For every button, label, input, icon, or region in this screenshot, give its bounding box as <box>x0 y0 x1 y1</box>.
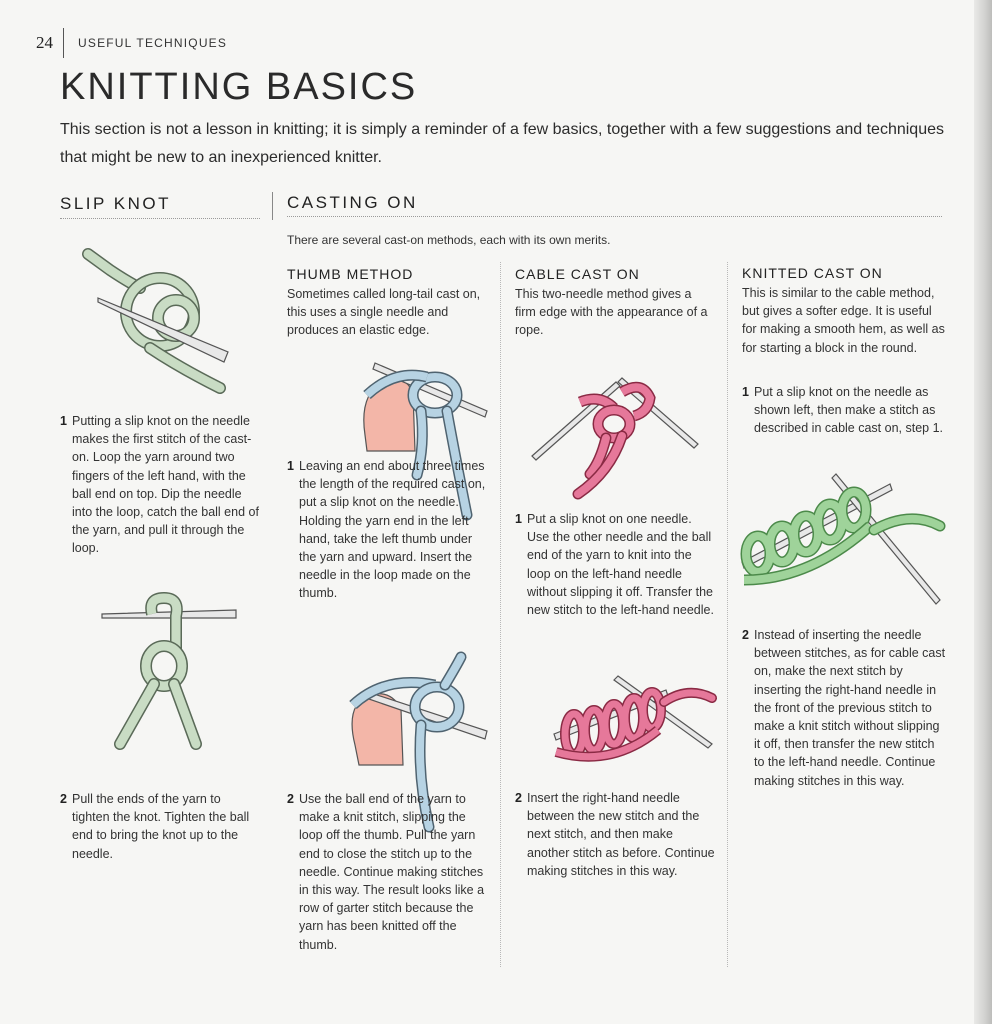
column-divider <box>500 262 501 967</box>
step-number: 1 <box>287 459 294 473</box>
thumb-method-description: Sometimes called long-tail cast on, this uses a single needle and produces an elastic edge. <box>287 287 481 338</box>
knitted-cast-on-step-1 <box>742 383 947 438</box>
knitted-cast-on-heading: KNITTED CAST ON <box>742 265 883 281</box>
slip-knot-heading: SLIP KNOT <box>60 194 171 213</box>
step-text: Put a slip knot on the needle as shown left, then make a stitch as described in cable cast on, step 1. <box>754 385 944 436</box>
column-divider-top <box>272 192 273 220</box>
step-text: Insert the right-hand needle between the new stitch and the next stitch, and then make another stitch as before. Continue making stitches in this way. <box>527 791 715 878</box>
slip-knot-step-2 <box>60 790 260 863</box>
casting-on-heading: CASTING ON <box>287 193 418 212</box>
slip-knot-step-1 <box>60 412 260 558</box>
intro-paragraph: This section is not a lesson in knitting; it is simply a reminder of a few basics, together with a few suggestions and techniques that might be new to an inexperienced knitter. <box>60 121 944 166</box>
casting-on-intro: There are several cast-on methods, each with its own merits. <box>287 233 611 247</box>
slip-knot-rule <box>60 218 260 219</box>
cable-cast-on-step-1 <box>515 510 715 619</box>
step-number: 2 <box>742 628 749 642</box>
header-divider <box>63 28 64 58</box>
cable-cast-on-knit-illustration <box>530 372 700 502</box>
step-text: Instead of inserting the needle between stitches, as for cable cast on, make the next stitch by inserting the right-hand needle in the front of the previous stitch to make a knit stitch without slipping it off, then transfer the new stitch to the left-hand needle. Continue making stitches in this way. <box>754 628 946 788</box>
step-text: Pull the ends of the yarn to tighten the knot. Tighten the ball end to bring the knot up to the needle. <box>72 792 250 861</box>
knitted-cast-on-description: This is similar to the cable method, but gives a softer edge. It is useful for making a smooth hem, as well as for starting a block in the round. <box>742 286 945 355</box>
cable-cast-on-step-2 <box>515 789 715 880</box>
step-number: 2 <box>287 792 294 806</box>
step-number: 1 <box>742 385 749 399</box>
slip-knot-loop-illustration <box>80 248 250 398</box>
knitted-cast-on-step-2 <box>742 626 947 790</box>
thumb-method-step-2 <box>287 790 487 954</box>
step-number: 2 <box>515 791 522 805</box>
step-number: 2 <box>60 792 67 806</box>
slip-knot-tightened-illustration <box>100 594 245 759</box>
casting-on-rule <box>287 216 942 217</box>
column-divider <box>727 262 728 967</box>
step-number: 1 <box>60 414 67 428</box>
step-text: Put a slip knot on one needle. Use the other needle and the ball end of the yarn to knit into the loop on the left-hand needle without slipping it off. Transfer the new stitch to the left-hand needle. <box>527 512 714 618</box>
page-edge-shadow <box>974 0 992 1024</box>
cable-cast-on-row-illustration <box>552 672 717 777</box>
step-number: 1 <box>515 512 522 526</box>
knitted-cast-on-row-illustration <box>740 470 945 610</box>
step-text: Leaving an end about three times the length of the required cast on, put a slip knot on the needle. Holding the yarn end in the left hand, take the left thumb under the yarn and upward. Insert the needle in the loop made on the thumb. <box>299 459 486 601</box>
section-name: USEFUL TECHNIQUES <box>78 36 228 50</box>
step-text: Putting a slip knot on the needle makes the first stitch of the cast-on. Loop the yarn around two fingers of the left hand, with the ball end on top. Dip the needle into the loop, catch the ball end of the yarn, and pull it through the loop. <box>72 414 259 556</box>
step-text: Use the ball end of the yarn to make a knit stitch, slipping the loop off the thumb. Pull the yarn end to close the stitch up to the needle. Continue making stitches in this way. The result looks like a row of garter stitch because the yarn has been knitted off the thumb. <box>299 792 485 952</box>
running-header <box>36 28 227 58</box>
cable-cast-on-description: This two-needle method gives a firm edge with the appearance of a rope. <box>515 287 708 338</box>
thumb-method-step-1 <box>287 457 487 603</box>
page-number: 24 <box>36 33 53 52</box>
cable-cast-on-heading: CABLE CAST ON <box>515 266 640 282</box>
thumb-method-heading: THUMB METHOD <box>287 266 414 282</box>
page-title: KNITTING BASICS <box>60 66 418 108</box>
